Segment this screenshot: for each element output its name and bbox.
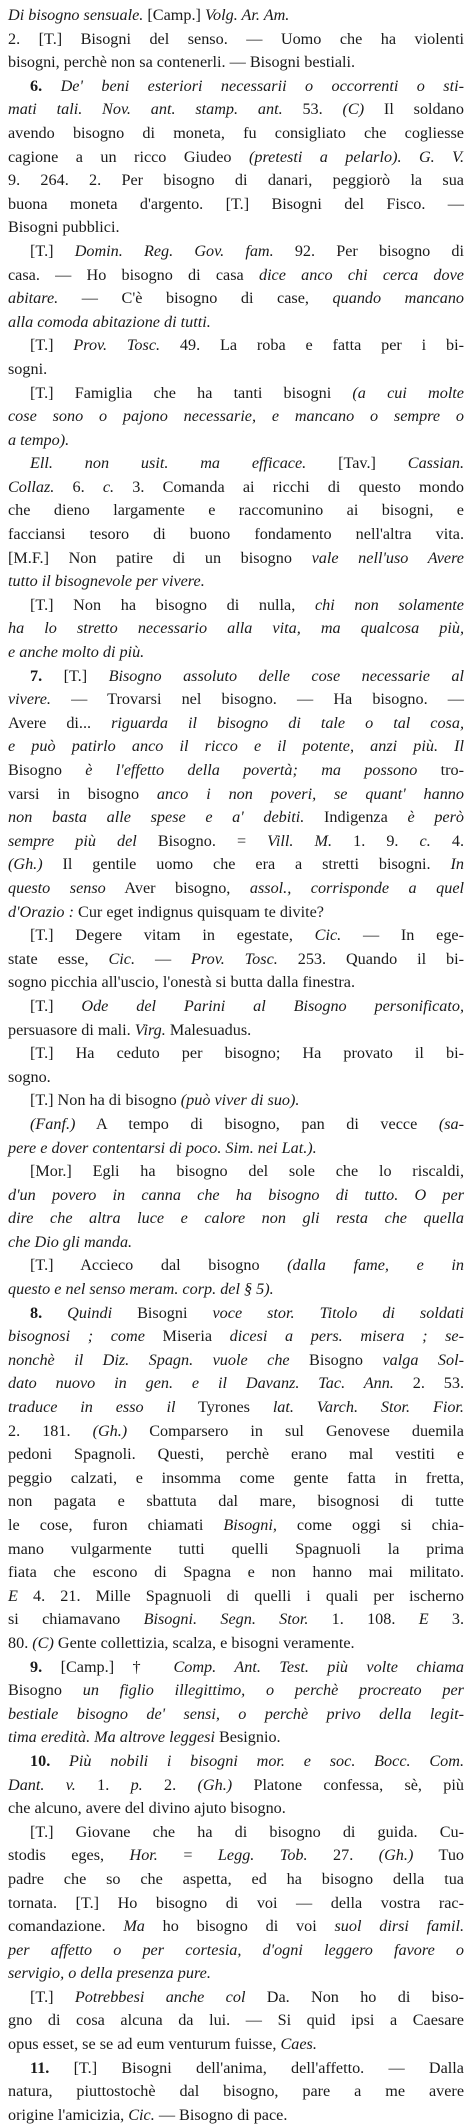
text-segment: [T.] <box>30 1987 75 2006</box>
italic-text: valga Sol- <box>382 1350 464 1369</box>
text-segment: 253. Quando il bi- <box>277 949 464 968</box>
italic-text: bestiale bisogno de' sensi, o perchè privo della legit- <box>8 1704 464 1723</box>
text-segment: [T.] Non ha bisogno di nulla, <box>30 595 315 614</box>
text-segment: 2. [T.] Bisogni del senso. — Uomo che ha violenti <box>8 29 464 48</box>
text-segment: — C'è bisogno di case, <box>58 289 333 308</box>
text-segment: — Trovarsi nel bisogno. — Ha bisogno. — <box>50 690 464 709</box>
text-segment: [T.] Degere vitam in egestate, <box>30 926 315 945</box>
italic-text: chi non solamente <box>314 595 464 614</box>
italic-text: Bisogni. Segn. Stor. <box>143 1610 309 1629</box>
text-segment: 27. <box>307 1846 379 1865</box>
text-segment: 2. 181. <box>8 1421 93 1440</box>
text-line <box>8 1160 464 1184</box>
italic-text: che Dio gli manda. <box>8 1232 133 1251</box>
text-segment: sogno picchia all'uscio, l'onestà si butta dalla finestra. <box>8 973 356 992</box>
italic-text: (a cui molte <box>352 383 464 402</box>
text-line <box>8 429 464 453</box>
text-line <box>8 1656 464 1680</box>
italic-text: tima eredità. Ma altrove leggesi <box>8 1728 215 1747</box>
italic-text: a tempo). <box>8 430 70 449</box>
italic-text: d'un povero in canna che ha bisogno di tutto. O per <box>8 1185 464 1204</box>
italic-text: Vill. M. <box>267 831 333 850</box>
italic-text: Caes. <box>280 2035 317 2054</box>
text-segment: natura, piuttostochè dal bisogno, pare a me avere <box>8 2082 464 2101</box>
italic-text: e può patirlo anco il ricco e il potente, anzi più. Il <box>8 737 464 756</box>
text-segment: 2. 53. <box>393 1374 465 1393</box>
text-line <box>8 948 464 972</box>
text-line <box>8 1514 464 1538</box>
text-line <box>8 877 464 901</box>
italic-text: Volg. Ar. Am. <box>204 6 290 24</box>
text-line <box>8 688 464 712</box>
text-segment: [M.F.] Non patire di un bisogno <box>8 548 312 567</box>
text-segment: Bisogno <box>289 1350 383 1369</box>
text-line <box>8 1089 464 1113</box>
text-line <box>8 382 464 406</box>
text-line <box>8 2057 464 2081</box>
text-line <box>8 1679 464 1703</box>
text-segment: Tuo <box>413 1846 465 1865</box>
sense-number: 10. <box>30 1751 51 1770</box>
text-line <box>8 1443 464 1467</box>
text-line <box>8 1325 464 1349</box>
italic-text: E <box>8 1586 18 1605</box>
italic-text: pere e dover contentarsi di poco. Sim. nei Lat.). <box>8 1138 317 1157</box>
italic-text: nonchè il Diz. Spagn. vuole che <box>8 1350 290 1369</box>
italic-text: è però <box>407 808 464 827</box>
text-line <box>8 1042 464 1066</box>
italic-text: (Gh.) <box>92 1421 128 1440</box>
text-line <box>8 287 464 311</box>
text-line <box>8 995 464 1019</box>
text-line <box>8 665 464 689</box>
text-segment: sogni. <box>8 359 48 378</box>
italic-text: c. <box>102 477 115 496</box>
text-line <box>8 2033 464 2057</box>
text-segment: — Bisogno di pace. <box>154 2105 288 2124</box>
italic-text: dicesi a pers. misera ; se- <box>229 1327 465 1346</box>
text-segment: 4. 21. Mille Spagnuoli di quelli i quali per ischerno <box>17 1586 464 1605</box>
text-segment: 3. Comanda ai ricchi di questo mondo <box>114 477 465 496</box>
italic-text: mati tali. Nov. ant. stamp. ant. <box>8 100 283 119</box>
text-line <box>8 1608 464 1632</box>
text-segment: Aver bisogno, <box>105 878 250 897</box>
text-line <box>8 523 464 547</box>
text-line <box>8 1396 464 1420</box>
sense-number: 9. <box>30 1657 43 1676</box>
text-line <box>8 1821 464 1845</box>
italic-text: vivere. <box>8 690 51 709</box>
sense-number: 8. <box>30 1303 43 1322</box>
text-line <box>8 334 464 358</box>
text-segment: padre che so che aspetta, ed ha bisogno della tua <box>8 1869 464 1888</box>
italic-text: Bisogno assoluto delle cose necessarie al <box>108 666 464 685</box>
text-segment: Il gentile uomo che era a stretti bisogni. <box>42 855 451 874</box>
text-line <box>8 2080 464 2104</box>
text-segment: Bisogni <box>112 1303 213 1322</box>
text-segment: 49. La roba e fatta per i bi- <box>160 336 464 355</box>
text-line <box>8 358 464 382</box>
italic-text: abitare. <box>8 289 59 308</box>
text-line <box>8 1726 464 1750</box>
italic-text: bisognosi ; come <box>8 1327 145 1346</box>
text-line <box>8 1962 464 1986</box>
italic-text: Cassian. <box>407 454 464 473</box>
italic-text: Cic. <box>108 949 136 968</box>
text-segment: che dieno largamente e raccomunino ai bisogni, e <box>8 501 464 520</box>
text-line <box>8 169 464 193</box>
text-line <box>8 1137 464 1161</box>
text-segment: si chiamavano <box>8 1610 144 1629</box>
text-segment: non pagata e sbattuta dal mare, bisognosi di tutte <box>8 1492 464 1511</box>
text-line <box>8 1939 464 1963</box>
text-segment: [Tav.] <box>306 454 408 473</box>
italic-text: vale nell'uso Avere <box>311 548 464 567</box>
text-segment <box>42 77 60 95</box>
text-line <box>8 452 464 476</box>
text-segment: 1. 108. <box>308 1610 419 1629</box>
italic-text: Ode del Parini al Bisogno personificato, <box>81 996 464 1015</box>
text-segment: le cose, furon chiamati <box>8 1516 224 1534</box>
italic-text: E <box>418 1610 429 1629</box>
italic-text: questo senso <box>8 878 106 897</box>
italic-text: cose sono o pajono necessarie, e mancano o sempre o <box>8 407 464 426</box>
text-line <box>8 1467 464 1491</box>
italic-text: Collaz. <box>8 477 55 496</box>
text-segment: 2. <box>142 1775 198 1794</box>
text-line <box>8 476 464 500</box>
text-segment: cagione a un ricco Giudeo <box>8 147 249 166</box>
text-segment: Il soldano <box>364 100 464 119</box>
italic-text: lat. Varch. Stor. Fior. <box>272 1398 464 1417</box>
text-segment: — <box>135 949 192 968</box>
italic-text: per affetto o per cortesia, d'ogni leggero favore o <box>8 1940 464 1959</box>
italic-text: e anche molto di più. <box>8 643 145 662</box>
italic-text: dice anco chi cerca dove <box>258 265 464 284</box>
italic-text: (Gh.) <box>8 855 43 874</box>
text-line <box>8 1207 464 1231</box>
text-segment: [T.] <box>30 336 74 355</box>
text-line <box>8 1585 464 1609</box>
italic-text: Potrebbesi anche col <box>74 1987 246 2006</box>
text-line <box>8 1892 464 1916</box>
text-segment: Besignio. <box>214 1728 281 1747</box>
text-line <box>8 1797 464 1821</box>
text-segment: A tempo di bisogno, pan di vecce <box>75 1114 439 1133</box>
italic-text: Più nobili i bisogni mor. e soc. Bocc. Com. <box>69 1751 464 1770</box>
text-segment: [Camp.] <box>143 6 205 24</box>
text-segment: [T.] <box>42 666 109 685</box>
text-segment: buona moneta d'argento. [T.] Bisogni del Fisco. — <box>8 194 464 213</box>
text-segment: origine l'amicizia, <box>8 2105 129 2124</box>
text-segment: che alcuno, avere del divino ajuto bisogno. <box>8 1799 286 1818</box>
text-segment: 9. 264. 2. Per bisogno di danari, peggiorò la sua <box>8 171 464 190</box>
text-line <box>8 51 464 75</box>
italic-text: (Fanf.) <box>30 1114 76 1133</box>
text-segment: — In ege- <box>341 926 465 945</box>
text-segment: 4. <box>430 831 465 850</box>
text-line <box>8 570 464 594</box>
text-segment: ho bisogno di voi <box>144 1917 335 1936</box>
text-line <box>8 901 464 925</box>
italic-text: Ma <box>123 1917 145 1936</box>
text-segment: [T.] Giovane che ha di bisogno di guida. Cu- <box>30 1822 464 1841</box>
text-line <box>8 1349 464 1373</box>
text-segment: persuasore di mali. <box>8 1020 135 1039</box>
text-line <box>8 28 464 52</box>
text-segment: [T.] Famiglia che ha tanti bisogni <box>30 383 353 402</box>
text-segment: Cur eget indignus quisquam te divite? <box>73 902 324 921</box>
italic-text: traduce in esso il <box>8 1398 176 1417</box>
text-line <box>8 830 464 854</box>
italic-text: Cic. <box>128 2105 155 2124</box>
italic-text: non basta alle spese e a' debiti. <box>8 808 305 827</box>
italic-text: voce stor. Titolo di soldati <box>212 1303 465 1322</box>
text-line <box>8 1278 464 1302</box>
text-segment: Avere di... <box>8 713 112 732</box>
italic-text: (C) <box>32 1633 54 1652</box>
text-line <box>8 712 464 736</box>
text-segment: mano vulgarmente tutti quelli Spagnuoli la prima <box>8 1539 464 1558</box>
text-segment: Bisogno. = <box>136 831 268 850</box>
text-line <box>8 1868 464 1892</box>
text-segment: sogno. <box>8 1067 51 1086</box>
italic-text: De' beni esteriori necessarii o occorrenti o sti- <box>60 76 464 95</box>
italic-text: Comp. Ant. Test. più volte chiama <box>173 1657 464 1676</box>
text-line <box>8 1915 464 1939</box>
text-line <box>8 193 464 217</box>
text-line <box>8 1561 464 1585</box>
text-segment: Gente collettizia, scalza, e bisogni veramente. <box>53 1633 355 1652</box>
italic-text: è l'effetto della povertà; ma possono <box>85 761 418 779</box>
text-segment: 1. 9. <box>332 831 420 850</box>
italic-text: Prov. Tosc. <box>73 336 161 355</box>
text-line <box>8 1703 464 1727</box>
text-segment: tornata. [T.] Ho bisogno di voi — della vostra rac- <box>8 1893 464 1912</box>
italic-text: Quindi <box>67 1303 113 1322</box>
italic-text: c. <box>419 831 431 850</box>
italic-text: In <box>450 855 464 874</box>
text-segment: gno di cosa alcuna da lui. — Si quid ipsi a Caesare <box>8 2011 464 2030</box>
text-line <box>8 1844 464 1868</box>
text-segment: 1. <box>75 1775 131 1794</box>
text-line <box>8 783 464 807</box>
text-line <box>8 311 464 335</box>
text-segment: [T.] Non ha di bisogno <box>30 1091 181 1110</box>
text-segment: Bisogno <box>8 761 86 779</box>
italic-text: quando mancano <box>332 289 465 308</box>
text-segment: [T.] <box>30 241 75 260</box>
text-segment: Platone confessa, sè, più <box>232 1775 464 1794</box>
text-segment: 80. <box>8 1633 33 1652</box>
text-line <box>8 971 464 995</box>
text-segment: peggio calzati, e insomma come gente fatta in fretta, <box>8 1468 464 1487</box>
text-segment: bisogni, perchè non sa contenerli. — Bisogni bestiali. <box>8 53 356 72</box>
italic-text: Prov. Tosc. <box>191 949 278 968</box>
text-segment: state esse, <box>8 949 109 968</box>
text-line <box>8 641 464 665</box>
text-line <box>8 806 464 830</box>
italic-text: tutto il bisognevole per vivere. <box>8 572 205 591</box>
text-segment: 53. <box>282 100 343 119</box>
text-segment: stodis eges, <box>8 1846 130 1865</box>
italic-text: questo e nel senso meram. corp. del § 5). <box>8 1280 274 1299</box>
text-line <box>8 1113 464 1137</box>
text-segment: opus esset, se se ad eum venturum fuisse, <box>8 2035 281 2054</box>
sense-number: 11. <box>30 2058 50 2077</box>
text-segment: come oggi si chia- <box>276 1516 464 1534</box>
text-segment: tro- <box>417 761 464 779</box>
text-segment: varsi in bisogno <box>8 784 157 803</box>
italic-text: suol dirsi famil. <box>334 1917 465 1936</box>
text-line <box>8 98 464 122</box>
italic-text: sempre più del <box>8 831 137 850</box>
text-line <box>8 1184 464 1208</box>
text-line <box>8 547 464 571</box>
text-line <box>8 1019 464 1043</box>
text-line <box>8 122 464 146</box>
text-segment <box>42 1304 67 1322</box>
text-line <box>8 1490 464 1514</box>
italic-text: Hor. <box>129 1846 158 1865</box>
text-segment: Comparsero in sul Genovese duemila <box>127 1421 464 1440</box>
text-segment: [Mor.] Egli ha bisogno del sole che lo riscaldi, <box>30 1162 464 1181</box>
italic-text: Virg. <box>134 1020 166 1039</box>
text-segment: [T.] Bisogni dell'anima, dell'affetto. — Dalla <box>49 2058 464 2077</box>
text-segment: casa. — Ho bisogno di casa <box>8 265 259 284</box>
text-segment: 92. Per bisogno di <box>273 241 465 260</box>
text-segment: 6. <box>54 477 103 496</box>
text-line <box>8 1774 464 1798</box>
italic-text: Di bisogno sensuale. <box>8 6 144 24</box>
italic-text: anco i non poveri, se quant' hanno <box>156 784 464 803</box>
text-line <box>8 759 464 783</box>
text-line <box>8 216 464 240</box>
italic-text: un figlio illegittimo, o perchè procreato per <box>82 1681 464 1700</box>
text-segment: Da. Non ho di biso- <box>245 1987 465 2006</box>
italic-text: servigio, o della presenza pure. <box>8 1964 211 1983</box>
text-segment: Bisogno <box>8 1681 83 1700</box>
italic-text: Ell. non usit. ma efficace. <box>30 454 307 473</box>
italic-text: (può viver di suo). <box>180 1091 300 1110</box>
italic-text: Domin. Reg. Gov. fam. <box>74 241 274 260</box>
text-segment: Tyrones <box>175 1398 273 1417</box>
text-line <box>8 1750 464 1774</box>
text-segment: [T.] <box>30 996 82 1015</box>
italic-text: (dalla fame, e in <box>287 1256 464 1275</box>
italic-text: (sa- <box>438 1114 464 1133</box>
text-line <box>8 2009 464 2033</box>
text-line <box>8 617 464 641</box>
italic-text: (Gh.) <box>197 1775 233 1794</box>
italic-text: ha lo stretto necessario alla vita, ma qualcosa più, <box>8 619 464 638</box>
text-segment: [T.] Accieco dal bisogno <box>30 1256 288 1275</box>
italic-text: assol., corrisponde a quel <box>249 878 464 897</box>
text-segment: Indigenza <box>304 808 408 827</box>
text-line <box>8 1231 464 1255</box>
italic-text: riguarda il bisogno di tale o tal cosa, <box>111 713 464 732</box>
text-line <box>8 1066 464 1090</box>
text-line <box>8 75 464 99</box>
text-line <box>8 240 464 264</box>
italic-text: dire che altra luce e calore non gli resta che quella <box>8 1209 464 1228</box>
text-line <box>8 924 464 948</box>
italic-text: Cic. <box>314 926 342 945</box>
text-segment: Bisogni pubblici. <box>8 218 120 237</box>
text-line <box>8 1302 464 1326</box>
text-line <box>8 2104 464 2127</box>
italic-text: Dant. v. <box>8 1775 76 1794</box>
text-segment: facciansi tesoro di buono fondamento nell'altra vita. <box>8 525 464 544</box>
text-line <box>8 499 464 523</box>
italic-text: (Gh.) <box>378 1846 414 1865</box>
italic-text: (pretesti a pelarlo). G. V. <box>248 147 464 166</box>
italic-text: dato nuovo in gen. e il Davanz. Tac. Ann. <box>8 1374 394 1393</box>
sense-number: 7. <box>30 666 43 685</box>
text-segment: avendo bisogno di moneta, fu consigliato che cogliesse <box>8 123 464 142</box>
text-segment: fiata che escono di Spagna e non hanno mai militato. <box>8 1563 464 1582</box>
text-line <box>8 264 464 288</box>
italic-text: Bisogni, <box>223 1516 277 1534</box>
text-segment <box>50 1752 69 1770</box>
text-line <box>8 853 464 877</box>
italic-text: Legg. Tob. <box>217 1846 308 1865</box>
text-line <box>8 146 464 170</box>
italic-text: (C) <box>342 100 365 119</box>
text-segment: [T.] Ha ceduto per bisogno; Ha provato il bi- <box>30 1044 464 1063</box>
text-segment: 3. <box>428 1610 465 1629</box>
text-line <box>8 1986 464 2010</box>
text-segment: Miseria <box>144 1327 230 1346</box>
text-segment: [Camp.] † <box>42 1657 174 1676</box>
text-line <box>8 1420 464 1444</box>
text-segment: Malesuadus. <box>165 1020 252 1039</box>
text-line <box>8 1254 464 1278</box>
text-segment: pedoni Spagnoli. Questi, perchè erano mal vestiti e <box>8 1445 464 1464</box>
text-segment: comandazione. <box>8 1917 124 1936</box>
text-line <box>8 1372 464 1396</box>
text-line <box>8 405 464 429</box>
italic-text: d'Orazio : <box>8 902 74 921</box>
sense-number: 6. <box>30 76 43 95</box>
italic-text: alla comoda abitazione di tutti. <box>8 312 211 331</box>
text-line <box>8 735 464 759</box>
text-line <box>8 1632 464 1656</box>
text-line <box>8 4 464 28</box>
text-line <box>8 1538 464 1562</box>
text-line <box>8 594 464 618</box>
italic-text: p. <box>130 1775 143 1794</box>
text-segment: = <box>157 1846 218 1865</box>
